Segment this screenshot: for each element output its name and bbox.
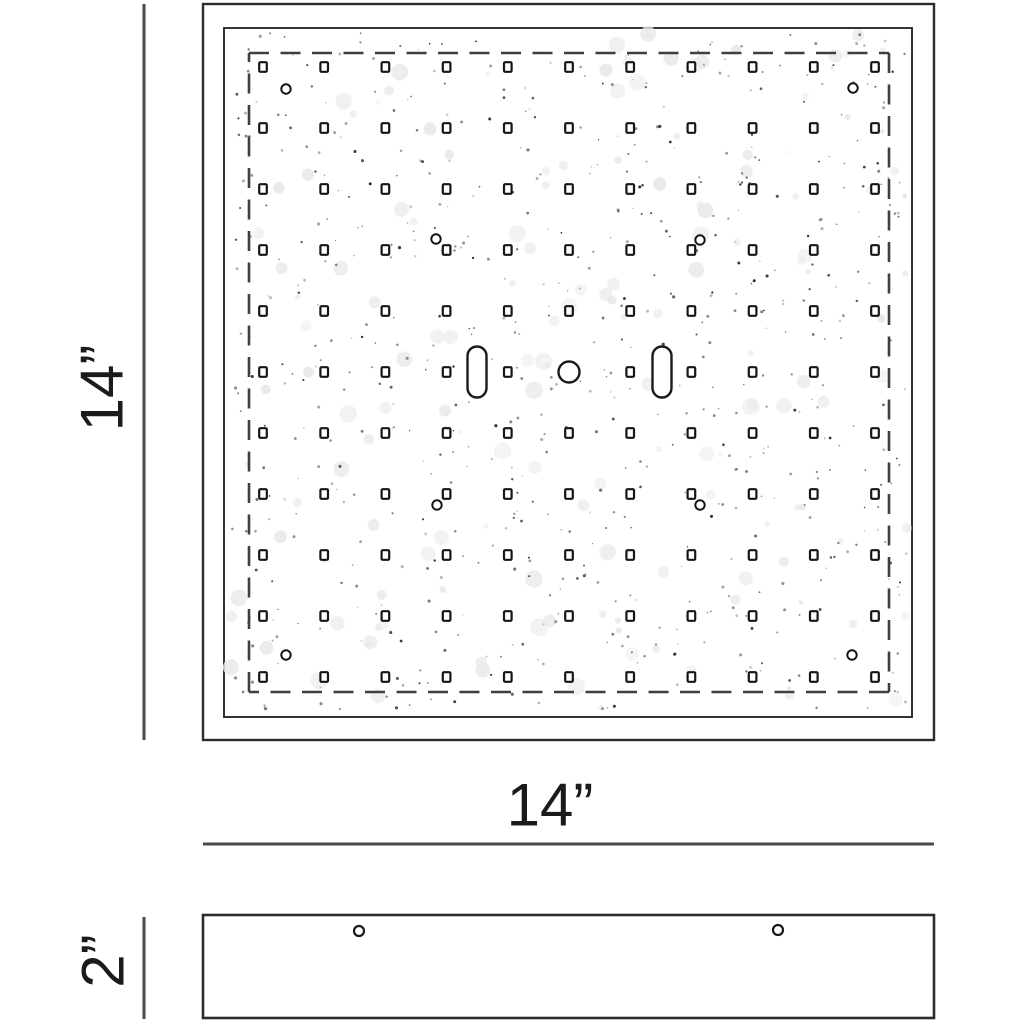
led-square bbox=[626, 245, 634, 255]
led-square bbox=[871, 611, 879, 621]
led-square bbox=[810, 489, 818, 499]
led-square bbox=[626, 672, 634, 682]
led-square bbox=[565, 123, 573, 133]
pilot-hole bbox=[431, 234, 440, 243]
led-square bbox=[749, 123, 757, 133]
center-hole bbox=[559, 362, 580, 383]
led-square bbox=[259, 672, 267, 682]
led-square bbox=[626, 489, 634, 499]
led-square bbox=[871, 245, 879, 255]
led-square bbox=[871, 672, 879, 682]
led-square bbox=[320, 123, 328, 133]
side-mount-hole bbox=[773, 925, 783, 935]
led-square bbox=[320, 611, 328, 621]
led-square bbox=[443, 62, 451, 72]
side-view-outline bbox=[203, 915, 934, 1018]
led-square bbox=[382, 306, 390, 316]
led-square bbox=[749, 245, 757, 255]
led-square bbox=[443, 428, 451, 438]
led-square bbox=[320, 184, 328, 194]
led-square bbox=[443, 306, 451, 316]
led-square bbox=[382, 245, 390, 255]
front-view bbox=[203, 4, 934, 740]
led-square bbox=[749, 611, 757, 621]
led-square bbox=[626, 428, 634, 438]
led-square bbox=[810, 184, 818, 194]
led-square bbox=[565, 489, 573, 499]
led-square bbox=[626, 123, 634, 133]
side-view bbox=[203, 915, 934, 1018]
led-square bbox=[626, 550, 634, 560]
pilot-hole bbox=[281, 650, 290, 659]
led-square bbox=[871, 367, 879, 377]
led-square bbox=[749, 672, 757, 682]
led-square bbox=[749, 62, 757, 72]
led-square bbox=[443, 245, 451, 255]
led-square bbox=[565, 550, 573, 560]
led-square bbox=[626, 611, 634, 621]
led-square bbox=[320, 367, 328, 377]
led-square bbox=[688, 611, 696, 621]
led-square bbox=[259, 428, 267, 438]
led-square bbox=[688, 62, 696, 72]
led-square bbox=[443, 184, 451, 194]
led-square bbox=[259, 245, 267, 255]
led-square bbox=[320, 489, 328, 499]
led-square bbox=[871, 184, 879, 194]
led-square bbox=[320, 428, 328, 438]
led-square bbox=[626, 367, 634, 377]
led-square bbox=[688, 245, 696, 255]
led-square bbox=[810, 428, 818, 438]
led-square bbox=[259, 367, 267, 377]
led-square bbox=[259, 62, 267, 72]
pilot-hole bbox=[432, 500, 441, 509]
led-square bbox=[504, 306, 512, 316]
led-square bbox=[259, 123, 267, 133]
led-square bbox=[871, 550, 879, 560]
front-height-dimension-label: 14” bbox=[68, 344, 136, 432]
led-square bbox=[810, 123, 818, 133]
front-width-dimension-label: 14” bbox=[506, 771, 594, 839]
led-square bbox=[382, 62, 390, 72]
led-square bbox=[382, 367, 390, 377]
led-square bbox=[504, 367, 512, 377]
led-square bbox=[382, 550, 390, 560]
led-square bbox=[504, 123, 512, 133]
led-square bbox=[626, 62, 634, 72]
side-mount-hole bbox=[354, 926, 364, 936]
led-square bbox=[382, 489, 390, 499]
led-square bbox=[749, 367, 757, 377]
led-square bbox=[382, 428, 390, 438]
led-square bbox=[320, 306, 328, 316]
led-square bbox=[871, 428, 879, 438]
led-square bbox=[443, 367, 451, 377]
led-square bbox=[504, 428, 512, 438]
led-square bbox=[565, 62, 573, 72]
led-square bbox=[749, 489, 757, 499]
pilot-hole bbox=[695, 235, 704, 244]
led-square bbox=[259, 184, 267, 194]
led-square bbox=[382, 123, 390, 133]
led-square bbox=[749, 306, 757, 316]
led-square bbox=[259, 550, 267, 560]
pilot-hole bbox=[281, 84, 290, 93]
led-square bbox=[749, 550, 757, 560]
led-square bbox=[320, 62, 328, 72]
led-square bbox=[688, 367, 696, 377]
led-square bbox=[565, 306, 573, 316]
led-square bbox=[871, 306, 879, 316]
led-square bbox=[443, 550, 451, 560]
led-square bbox=[810, 611, 818, 621]
led-square bbox=[504, 245, 512, 255]
led-square bbox=[810, 306, 818, 316]
led-square bbox=[871, 62, 879, 72]
led-square bbox=[626, 306, 634, 316]
led-square bbox=[871, 123, 879, 133]
led-square bbox=[688, 489, 696, 499]
led-square bbox=[810, 550, 818, 560]
led-square bbox=[504, 489, 512, 499]
led-square bbox=[443, 611, 451, 621]
led-square bbox=[871, 489, 879, 499]
led-square bbox=[259, 489, 267, 499]
led-square bbox=[688, 123, 696, 133]
led-square bbox=[443, 123, 451, 133]
led-square bbox=[810, 367, 818, 377]
led-square bbox=[320, 245, 328, 255]
led-square bbox=[626, 184, 634, 194]
pilot-hole bbox=[847, 650, 856, 659]
led-square bbox=[749, 428, 757, 438]
led-square bbox=[565, 245, 573, 255]
led-square bbox=[320, 672, 328, 682]
led-square bbox=[810, 62, 818, 72]
led-square bbox=[565, 611, 573, 621]
pilot-hole bbox=[695, 500, 704, 509]
led-square bbox=[810, 672, 818, 682]
led-square bbox=[259, 306, 267, 316]
led-square bbox=[749, 184, 757, 194]
led-square bbox=[565, 184, 573, 194]
led-square bbox=[688, 428, 696, 438]
led-square bbox=[688, 184, 696, 194]
led-square bbox=[810, 245, 818, 255]
led-square bbox=[688, 306, 696, 316]
led-square bbox=[504, 611, 512, 621]
led-square bbox=[565, 428, 573, 438]
led-square bbox=[259, 611, 267, 621]
led-square bbox=[320, 550, 328, 560]
led-square bbox=[382, 184, 390, 194]
led-square bbox=[504, 672, 512, 682]
led-square bbox=[443, 672, 451, 682]
led-square bbox=[688, 672, 696, 682]
led-square bbox=[443, 489, 451, 499]
led-square bbox=[688, 550, 696, 560]
pilot-hole bbox=[848, 83, 857, 92]
led-square bbox=[382, 672, 390, 682]
mounting-slot bbox=[468, 347, 487, 398]
side-height-dimension-label: 2” bbox=[69, 934, 137, 988]
led-square bbox=[382, 611, 390, 621]
led-square bbox=[504, 184, 512, 194]
led-square bbox=[504, 62, 512, 72]
led-square bbox=[504, 550, 512, 560]
led-square bbox=[565, 672, 573, 682]
mounting-slot bbox=[653, 347, 672, 398]
